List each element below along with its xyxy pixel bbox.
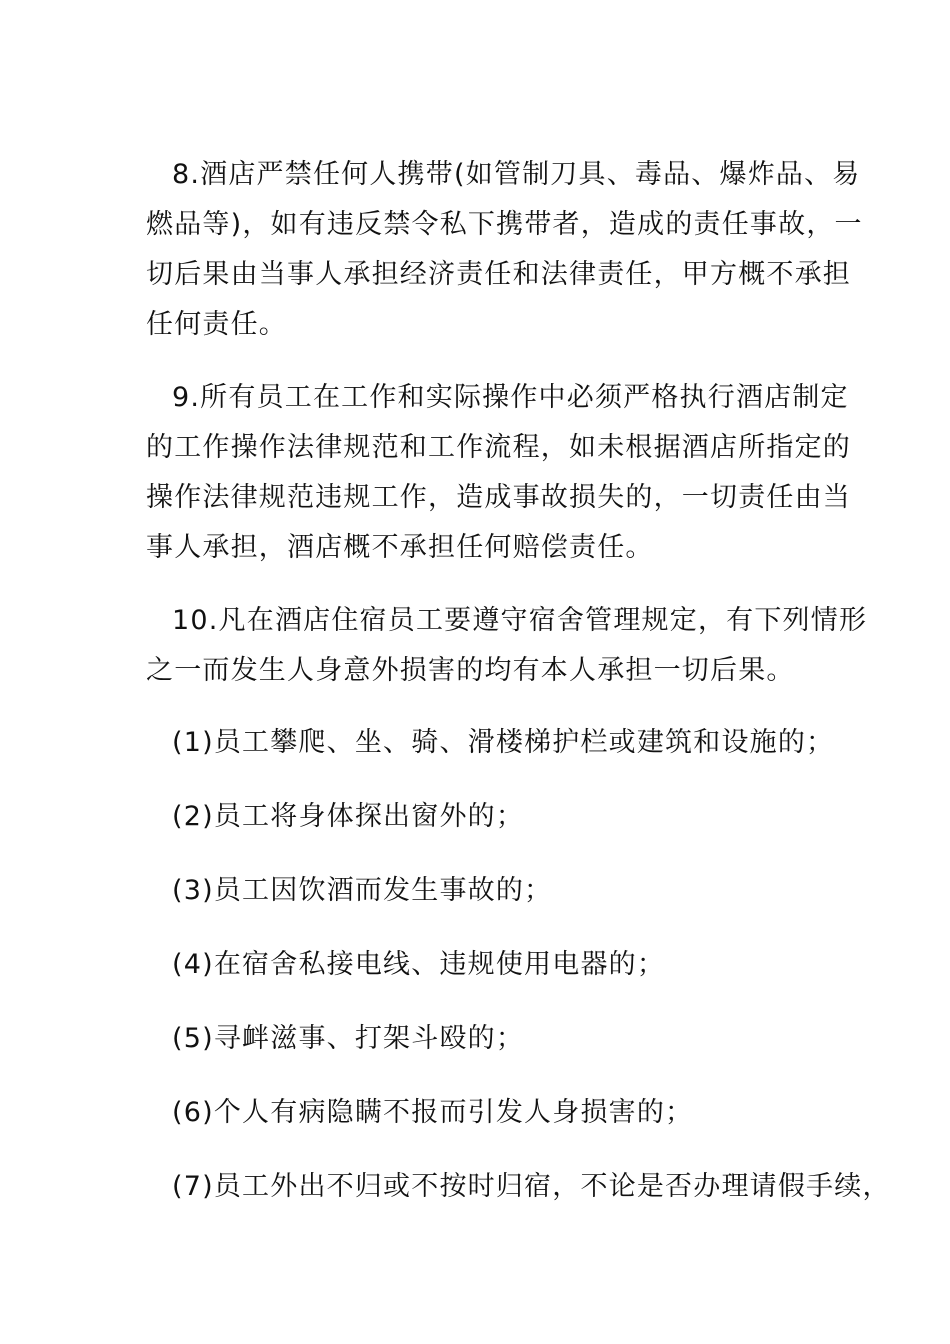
paragraph-line: 任何责任。 [146, 309, 287, 340]
list-item: (3)员工因饮酒而发生事故的； [172, 875, 553, 906]
paragraph-line: 9.所有员工在工作和实际操作中必须严格执行酒店制定 [172, 382, 849, 413]
list-item: (4)在宿舍私接电线、违规使用电器的； [172, 949, 666, 980]
list-item: (6)个人有病隐瞒不报而引发人身损害的； [172, 1097, 694, 1128]
paragraph-line: 10.凡在酒店住宿员工要遵守宿舍管理规定，有下列情形 [172, 605, 868, 636]
paragraph-line: 燃品等)，如有违反禁令私下携带者，造成的责任事故，一 [146, 209, 863, 240]
paragraph-line: 切后果由当事人承担经济责任和法律责任，甲方概不承担 [146, 259, 851, 290]
paragraph-line: 的工作操作法律规范和工作流程，如未根据酒店所指定的 [146, 432, 851, 463]
list-item: (5)寻衅滋事、打架斗殴的； [172, 1023, 525, 1054]
paragraph-line: 8.酒店严禁任何人携带(如管制刀具、毒品、爆炸品、易 [172, 159, 861, 190]
list-item: (7)员工外出不归或不按时归宿，不论是否办理请假手续， [172, 1171, 891, 1202]
paragraph-line: 事人承担，酒店概不承担任何赔偿责任。 [146, 532, 654, 563]
paragraph-line: 之一而发生人身意外损害的均有本人承担一切后果。 [146, 655, 795, 686]
list-item: (2)员工将身体探出窗外的； [172, 801, 525, 832]
paragraph-line: 操作法律规范违规工作，造成事故损失的，一切责任由当 [146, 482, 851, 513]
list-item: (1)员工攀爬、坐、骑、滑楼梯护栏或建筑和设施的； [172, 727, 835, 758]
